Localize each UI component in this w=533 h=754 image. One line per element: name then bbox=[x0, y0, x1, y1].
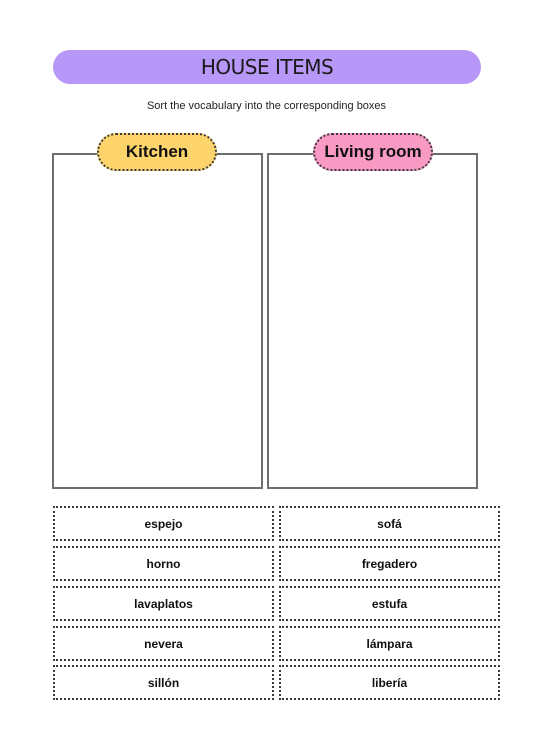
word-card[interactable]: fregadero bbox=[279, 546, 500, 581]
word-card[interactable]: nevera bbox=[53, 626, 274, 661]
word-card[interactable]: espejo bbox=[53, 506, 274, 541]
word-card[interactable]: sofá bbox=[279, 506, 500, 541]
living-room-drop-box[interactable] bbox=[267, 153, 478, 489]
page-title: HOUSE ITEMS bbox=[200, 55, 334, 79]
kitchen-drop-box[interactable] bbox=[52, 153, 263, 489]
instructions-text: Sort the vocabulary into the corresponding boxes bbox=[146, 100, 387, 112]
word-card[interactable]: horno bbox=[53, 546, 274, 581]
kitchen-label: Kitchen bbox=[97, 133, 217, 171]
title-banner bbox=[53, 50, 481, 84]
word-card[interactable]: sillón bbox=[53, 665, 274, 700]
word-card[interactable]: libería bbox=[279, 665, 500, 700]
word-card[interactable]: lavaplatos bbox=[53, 586, 274, 621]
word-card[interactable]: lámpara bbox=[279, 626, 500, 661]
living-room-label: Living room bbox=[313, 133, 433, 171]
word-card[interactable]: estufa bbox=[279, 586, 500, 621]
